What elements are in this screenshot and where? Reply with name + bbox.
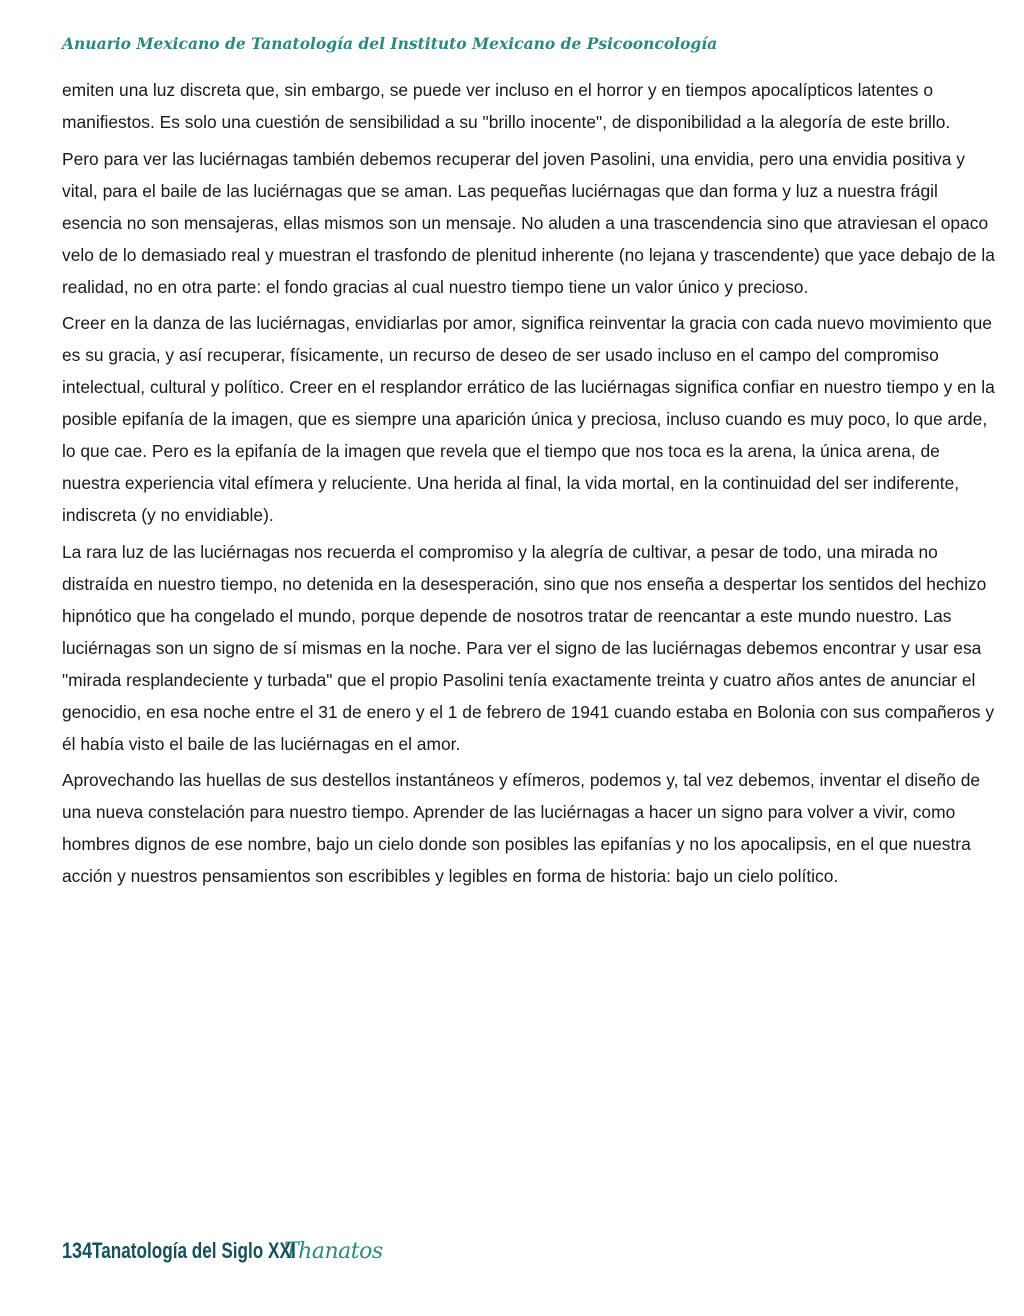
thanatos-logo: Thanatos	[284, 1239, 383, 1264]
paragraph-5: Aprovechando las huellas de sus destellos instantáneos y efímeros, podemos y, tal vez debemos, inventar el diseño de una nueva constelación para nuestro tiempo. Aprender de las luciérnagas a hacer un signo para volver a vivir, como hombres dignos de ese nombre, bajo un cielo donde son posibles las epifanías y no los apocalipsis, en el que nuestra acción y nuestros pensamientos son escribibles y legibles en forma de historia: bajo un cielo político.	[62, 770, 981, 886]
paragraph-1: emiten una luz discreta que, sin embargo, se puede ver incluso en el horror y en tiempos apocalípticos latentes o manifiestos. Es solo una cuestión de sensibilidad a su "brillo inocente", de disponibilidad a la alegoría de este brillo.	[62, 80, 951, 132]
page-number: 134	[62, 1238, 93, 1263]
paragraph-4: La rara luz de las luciérnagas nos recuerda el compromiso y la alegría de cultivar, a pesar de todo, una mirada no distraída en nuestro tiempo, no detenida en la desesperación, sino que nos enseña a despertar los sentidos del hechizo hipnótico que ha congelado el mundo, porque depende de nosotros tratar de reencantar a este mundo nuestro. Las luciérnagas son un signo de sí mismas en la noche. Para ver el signo de las luciérnagas debemos encontrar y usar esa "mirada resplandeciente y turbada" que el propio Pasolini tenía exactamente treinta y cuatro años antes de anunciar el genocidio, en esa noche entre el 31 de enero y el 1 de febrero de 1941 cuando estaba en Bolonia con sus compañeros y él había visto el baile de las luciérnagas en el amor.	[62, 541, 995, 754]
page-footer	[62, 1238, 383, 1264]
article-body	[62, 74, 1002, 897]
paragraph-2: Pero para ver las luciérnagas también debemos recuperar del joven Pasolini, una envidia, pero una envidia positiva y vital, para el baile de las luciérnagas que se aman. Las pequeñas luciérnagas que dan forma y luz a nuestra frágil esencia no son mensajeras, ellas mismos son un mensaje. No aluden a una trascendencia sino que atraviesan el opaco velo de lo demasiado real y muestran el trasfondo de plenitud inherente (no lejana y trascendente) que yace debajo de la realidad, no en otra parte: el fondo gracias al cual nuestro tiempo tiene un valor único y precioso.	[62, 148, 995, 297]
running-header: Anuario Mexicano de Tanatología del Instituto Mexicano de Psicooncología	[62, 34, 718, 53]
journal-name: Tanatología del Siglo XXI	[92, 1238, 296, 1263]
paragraph-3: Creer en la danza de las luciérnagas, envidiarlas por amor, significa reinventar la gracia con cada nuevo movimiento que es su gracia, y así recuperar, físicamente, un recurso de deseo de ser usado incluso en el campo del compromiso intelectual, cultural y político. Creer en el resplandor errático de las luciérnagas significa confiar en nuestro tiempo y en la posible epifanía de la imagen, que es siempre una aparición única y preciosa, incluso cuando es muy poco, lo que arde, lo que cae. Pero es la epifanía de la imagen que revela que el tiempo que nos toca es la arena, la única arena, de nuestra experiencia vital efímera y reluciente. Una herida al final, la vida mortal, en la continuidad del ser indiferente, indiscreta (y no envidiable).	[62, 313, 995, 525]
